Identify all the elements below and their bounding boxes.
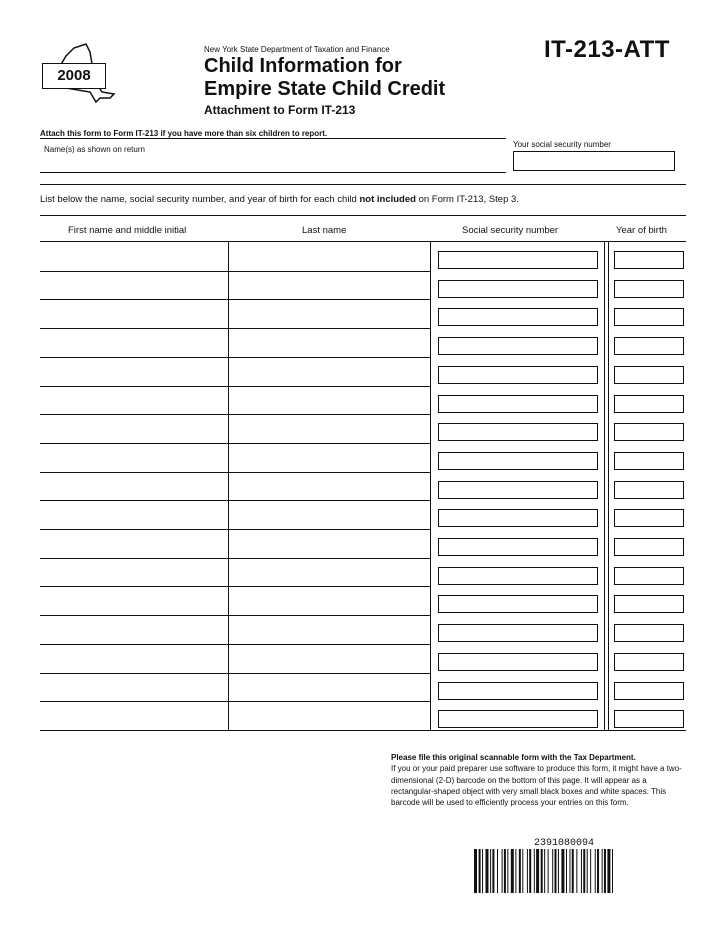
year-of-birth-input[interactable] bbox=[614, 280, 684, 298]
barcode-bar bbox=[552, 849, 553, 893]
table-instructions: List below the name, social security number, and year of birth for each child not included on Form IT-213, Step 3. bbox=[40, 194, 519, 205]
first-name-input[interactable] bbox=[42, 301, 226, 326]
last-name-input[interactable] bbox=[230, 675, 428, 700]
row-divider bbox=[40, 414, 430, 415]
last-name-input[interactable] bbox=[230, 646, 428, 671]
year-of-birth-input[interactable] bbox=[614, 595, 684, 613]
row-divider bbox=[40, 586, 430, 587]
child-ssn-input[interactable] bbox=[438, 251, 598, 269]
column-header-last-name: Last name bbox=[302, 225, 347, 236]
barcode-bar bbox=[558, 849, 559, 893]
last-name-input[interactable] bbox=[230, 502, 428, 527]
barcode-bar bbox=[502, 849, 503, 893]
barcode-bar bbox=[602, 849, 603, 893]
last-name-input[interactable] bbox=[230, 416, 428, 441]
year-of-birth-input[interactable] bbox=[614, 567, 684, 585]
last-name-input[interactable] bbox=[230, 388, 428, 413]
child-ssn-input[interactable] bbox=[438, 538, 598, 556]
column-divider-last-ssn bbox=[430, 242, 431, 730]
first-name-input[interactable] bbox=[42, 445, 226, 470]
last-name-input[interactable] bbox=[230, 301, 428, 326]
barcode-bar bbox=[572, 849, 574, 893]
barcode-bar bbox=[486, 849, 489, 893]
year-of-birth-input[interactable] bbox=[614, 337, 684, 355]
last-name-input[interactable] bbox=[230, 244, 428, 269]
child-ssn-input[interactable] bbox=[438, 509, 598, 527]
barcode-icon bbox=[474, 849, 658, 893]
first-name-input[interactable] bbox=[42, 244, 226, 269]
barcode-bar bbox=[544, 849, 545, 893]
column-divider-ssn-year-b bbox=[608, 242, 609, 730]
first-name-input[interactable] bbox=[42, 502, 226, 527]
notice-body: If you or your paid preparer use software to produce this form, it might have a two-dimensional (2-D) barcode on the bottom of this page. It will appear as a rectangular-shaped object with very small black boxes and white spaces. This barcode will be used to efficiently process your entries on this form. bbox=[391, 764, 682, 808]
barcode-bar bbox=[527, 849, 528, 893]
last-name-input[interactable] bbox=[230, 560, 428, 585]
row-divider bbox=[40, 328, 430, 329]
barcode-bar bbox=[511, 849, 514, 893]
row-divider bbox=[40, 529, 430, 530]
column-header-first-name: First name and middle initial bbox=[68, 225, 187, 236]
form-title-line2: Empire State Child Credit bbox=[204, 78, 446, 100]
last-name-input[interactable] bbox=[230, 359, 428, 384]
barcode-bar bbox=[566, 849, 567, 893]
year-of-birth-input[interactable] bbox=[614, 509, 684, 527]
first-name-input[interactable] bbox=[42, 588, 226, 613]
column-divider-first-last bbox=[228, 242, 229, 730]
year-of-birth-input[interactable] bbox=[614, 366, 684, 384]
last-name-input[interactable] bbox=[230, 588, 428, 613]
barcode-bar bbox=[597, 849, 599, 893]
barcode-bar bbox=[522, 849, 523, 893]
child-ssn-input[interactable] bbox=[438, 308, 598, 326]
barcode-bar bbox=[519, 849, 521, 893]
barcode-bar bbox=[607, 849, 610, 893]
barcode-bar bbox=[534, 849, 535, 893]
first-name-input[interactable] bbox=[42, 675, 226, 700]
instructions-emphasis: not included bbox=[359, 194, 416, 205]
last-name-input[interactable] bbox=[230, 273, 428, 298]
year-of-birth-input[interactable] bbox=[614, 624, 684, 642]
barcode-bar bbox=[492, 849, 494, 893]
child-ssn-input[interactable] bbox=[438, 567, 598, 585]
row-divider bbox=[40, 386, 430, 387]
last-name-input[interactable] bbox=[230, 617, 428, 642]
year-of-birth-input[interactable] bbox=[614, 710, 684, 728]
row-divider bbox=[40, 673, 430, 674]
last-name-input[interactable] bbox=[230, 531, 428, 556]
first-name-input[interactable] bbox=[42, 531, 226, 556]
tax-year-badge: 2008 bbox=[42, 63, 106, 89]
row-divider bbox=[40, 701, 430, 702]
notice-lead: Please file this original scannable form with the Tax Department. bbox=[391, 753, 636, 762]
child-ssn-input[interactable] bbox=[438, 595, 598, 613]
row-divider bbox=[40, 357, 430, 358]
barcode-bar bbox=[490, 849, 491, 893]
year-of-birth-input[interactable] bbox=[614, 653, 684, 671]
ssn-input[interactable] bbox=[513, 151, 675, 171]
department-name: New York State Department of Taxation and Finance bbox=[204, 45, 390, 54]
first-name-input[interactable] bbox=[42, 617, 226, 642]
row-divider bbox=[40, 271, 430, 272]
barcode-bar bbox=[569, 849, 570, 893]
year-of-birth-input[interactable] bbox=[614, 682, 684, 700]
last-name-input[interactable] bbox=[230, 703, 428, 728]
child-ssn-input[interactable] bbox=[438, 653, 598, 671]
year-of-birth-input[interactable] bbox=[614, 538, 684, 556]
first-name-input[interactable] bbox=[42, 474, 226, 499]
last-name-input[interactable] bbox=[230, 330, 428, 355]
barcode-bar bbox=[529, 849, 531, 893]
first-name-input[interactable] bbox=[42, 703, 226, 728]
child-ssn-input[interactable] bbox=[438, 682, 598, 700]
child-ssn-input[interactable] bbox=[438, 395, 598, 413]
barcode-number: 2391080094 bbox=[534, 838, 595, 849]
row-divider bbox=[40, 500, 430, 501]
row-divider bbox=[40, 472, 430, 473]
row-divider bbox=[40, 644, 430, 645]
attach-note: Attach this form to Form IT-213 if you have more than six children to report. bbox=[40, 129, 328, 138]
last-name-input[interactable] bbox=[230, 474, 428, 499]
barcode-bar bbox=[587, 849, 588, 893]
barcode-bar bbox=[555, 849, 557, 893]
barcode-bar bbox=[548, 849, 549, 893]
child-ssn-input[interactable] bbox=[438, 710, 598, 728]
scannable-form-notice bbox=[391, 752, 691, 808]
row-divider bbox=[40, 558, 430, 559]
child-ssn-input[interactable] bbox=[438, 423, 598, 441]
last-name-input[interactable] bbox=[230, 445, 428, 470]
first-name-input[interactable] bbox=[42, 273, 226, 298]
first-name-input[interactable] bbox=[42, 388, 226, 413]
column-header-ssn: Social security number bbox=[462, 225, 559, 236]
barcode-bar bbox=[507, 849, 508, 893]
name-on-return-field[interactable] bbox=[40, 138, 506, 173]
barcode-bar bbox=[497, 849, 498, 893]
barcode-bar bbox=[581, 849, 582, 893]
barcode-bar bbox=[479, 849, 481, 893]
form-subtitle: Attachment to Form IT-213 bbox=[204, 103, 356, 117]
child-ssn-input[interactable] bbox=[438, 366, 598, 384]
barcode-bar bbox=[482, 849, 483, 893]
year-of-birth-input[interactable] bbox=[614, 251, 684, 269]
barcode-bar bbox=[612, 849, 613, 893]
barcode-bar bbox=[474, 849, 477, 893]
first-name-input[interactable] bbox=[42, 560, 226, 585]
form-number: IT-213-ATT bbox=[544, 36, 670, 63]
year-of-birth-input[interactable] bbox=[614, 452, 684, 470]
child-ssn-input[interactable] bbox=[438, 280, 598, 298]
first-name-input[interactable] bbox=[42, 416, 226, 441]
table-header-divider bbox=[40, 215, 686, 216]
barcode-bar bbox=[504, 849, 506, 893]
year-of-birth-input[interactable] bbox=[614, 481, 684, 499]
name-on-return-label: Name(s) as shown on return bbox=[44, 145, 145, 154]
barcode-bar bbox=[590, 849, 591, 893]
first-name-input[interactable] bbox=[42, 359, 226, 384]
row-divider bbox=[40, 299, 430, 300]
child-ssn-input[interactable] bbox=[438, 452, 598, 470]
barcode-bar bbox=[576, 849, 577, 893]
barcode-bar bbox=[583, 849, 585, 893]
row-divider bbox=[40, 615, 430, 616]
column-header-year-of-birth: Year of birth bbox=[616, 225, 667, 236]
child-ssn-input[interactable] bbox=[438, 624, 598, 642]
year-of-birth-input[interactable] bbox=[614, 308, 684, 326]
first-name-input[interactable] bbox=[42, 330, 226, 355]
year-of-birth-input[interactable] bbox=[614, 395, 684, 413]
column-divider-ssn-year-a bbox=[604, 242, 605, 730]
child-ssn-input[interactable] bbox=[438, 481, 598, 499]
children-table bbox=[40, 241, 686, 731]
barcode-bar bbox=[541, 849, 543, 893]
section-divider bbox=[40, 184, 686, 185]
child-ssn-input[interactable] bbox=[438, 337, 598, 355]
barcode-bar bbox=[515, 849, 516, 893]
barcode-bar bbox=[595, 849, 596, 893]
ssn-label: Your social security number bbox=[513, 140, 611, 149]
barcode-bar bbox=[561, 849, 564, 893]
barcode-bar bbox=[536, 849, 539, 893]
row-divider bbox=[40, 443, 430, 444]
barcode-bar bbox=[604, 849, 606, 893]
first-name-input[interactable] bbox=[42, 646, 226, 671]
form-title-line1: Child Information for bbox=[204, 55, 402, 77]
year-of-birth-input[interactable] bbox=[614, 423, 684, 441]
